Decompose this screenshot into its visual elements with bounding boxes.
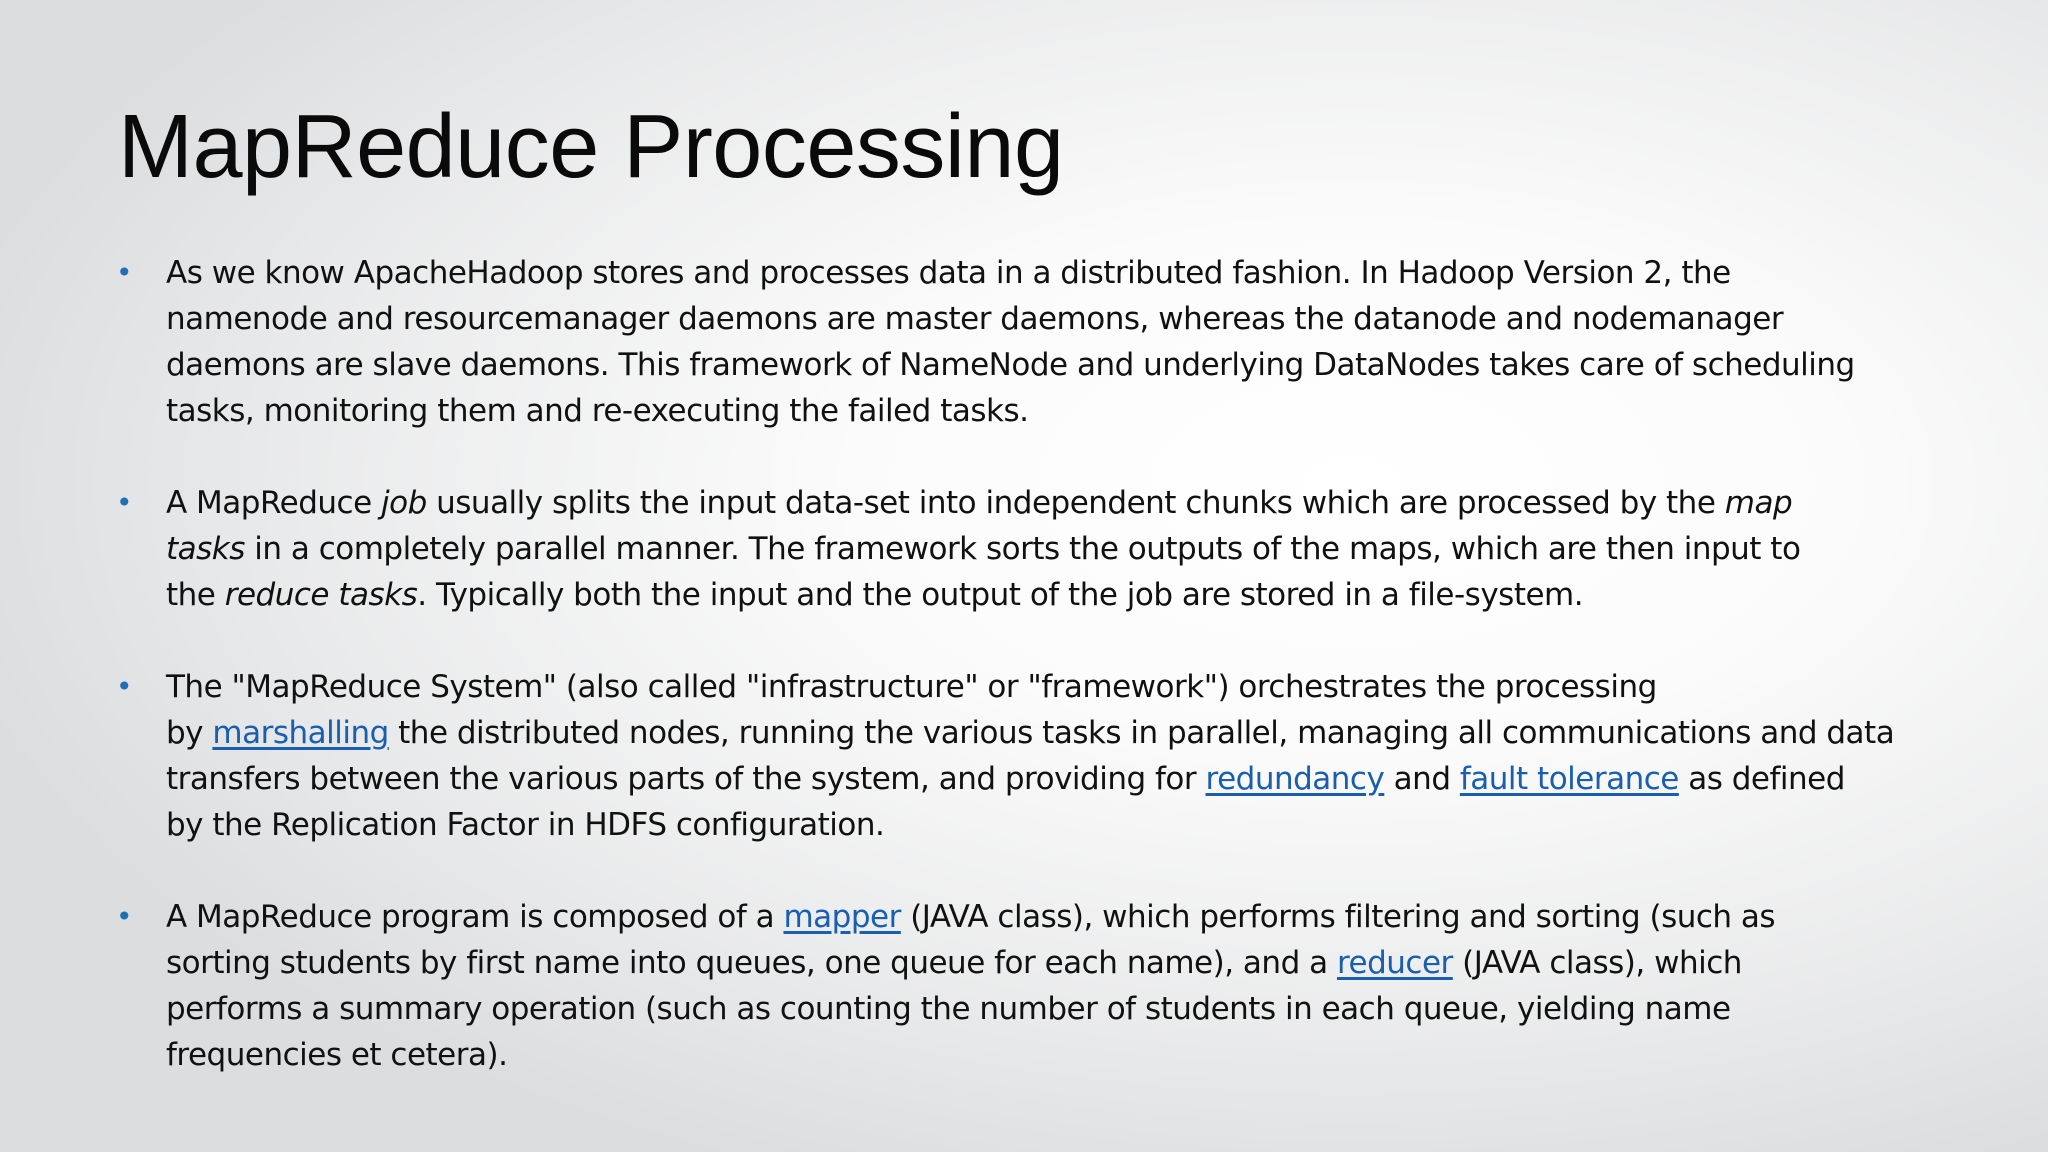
text-segment: (JAVA class), which <box>1452 945 1742 981</box>
text-segment: by <box>166 715 213 751</box>
bullet-icon: • <box>116 670 133 703</box>
text-segment: A MapReduce <box>166 485 381 521</box>
text-line <box>166 572 1970 618</box>
text-line: namenode and resourcemanager daemons are master daemons, whereas the datanode and nodemanager <box>166 301 1784 337</box>
bullet-list <box>110 250 1970 1124</box>
text-line: daemons are slave daemons. This framework of NameNode and underlying DataNodes takes care of scheduling <box>166 347 1855 383</box>
text-segment: as defined <box>1678 761 1845 797</box>
text-segment: and <box>1384 761 1460 797</box>
bullet-icon: • <box>116 900 133 933</box>
emphasis-tasks: tasks <box>166 531 245 567</box>
text-line <box>166 710 1970 756</box>
text-segment: sorting students by first name into queues, one queue for each name), and a <box>166 945 1337 981</box>
emphasis-job: job <box>381 485 427 521</box>
bullet-icon: • <box>116 486 133 519</box>
text-segment: A MapReduce program is composed of a <box>166 899 784 935</box>
emphasis-map: map <box>1724 485 1793 521</box>
text-segment: . Typically both the input and the output of the job are stored in a file-system. <box>417 577 1584 613</box>
bullet-item-mapreduce-system <box>110 664 1970 848</box>
bullet-item-mapreduce-job <box>110 480 1970 618</box>
text-line: tasks, monitoring them and re-executing the failed tasks. <box>166 393 1029 429</box>
link-redundancy[interactable]: redundancy <box>1205 761 1385 797</box>
text-line: by the Replication Factor in HDFS configuration. <box>166 807 885 843</box>
text-segment: usually splits the input data-set into independent chunks which are processed by the <box>426 485 1725 521</box>
text-line <box>166 894 1970 940</box>
text-line: The "MapReduce System" (also called "infrastructure" or "framework") orchestrates the processing <box>166 669 1657 705</box>
text-segment: the distributed nodes, running the various tasks in parallel, managing all communications and data <box>388 715 1895 751</box>
text-line: frequencies et cetera). <box>166 1037 508 1073</box>
text-line <box>166 940 1970 986</box>
text-line: As we know ApacheHadoop stores and processes data in a distributed fashion. In Hadoop Version 2, the <box>166 255 1731 291</box>
slide-title: MapReduce Processing <box>118 97 1064 197</box>
text-segment: (JAVA class), which performs filtering and sorting (such as <box>900 899 1776 935</box>
text-segment: the <box>166 577 225 613</box>
bullet-item-mapreduce-program <box>110 894 1970 1078</box>
link-fault-tolerance[interactable]: fault tolerance <box>1459 761 1679 797</box>
bullet-item-hadoop-overview <box>110 250 1970 434</box>
link-mapper[interactable]: mapper <box>783 899 901 935</box>
text-line <box>166 526 1970 572</box>
text-line: performs a summary operation (such as counting the number of students in each queue, yielding name <box>166 991 1731 1027</box>
text-segment: transfers between the various parts of the system, and providing for <box>166 761 1206 797</box>
link-reducer[interactable]: reducer <box>1336 945 1453 981</box>
link-marshalling[interactable]: marshalling <box>212 715 389 751</box>
text-segment: in a completely parallel manner. The framework sorts the outputs of the maps, which are then input to <box>244 531 1801 567</box>
bullet-icon: • <box>116 256 133 289</box>
text-line <box>166 756 1970 802</box>
emphasis-reduce-tasks: reduce tasks <box>224 577 418 613</box>
text-line <box>166 480 1970 526</box>
